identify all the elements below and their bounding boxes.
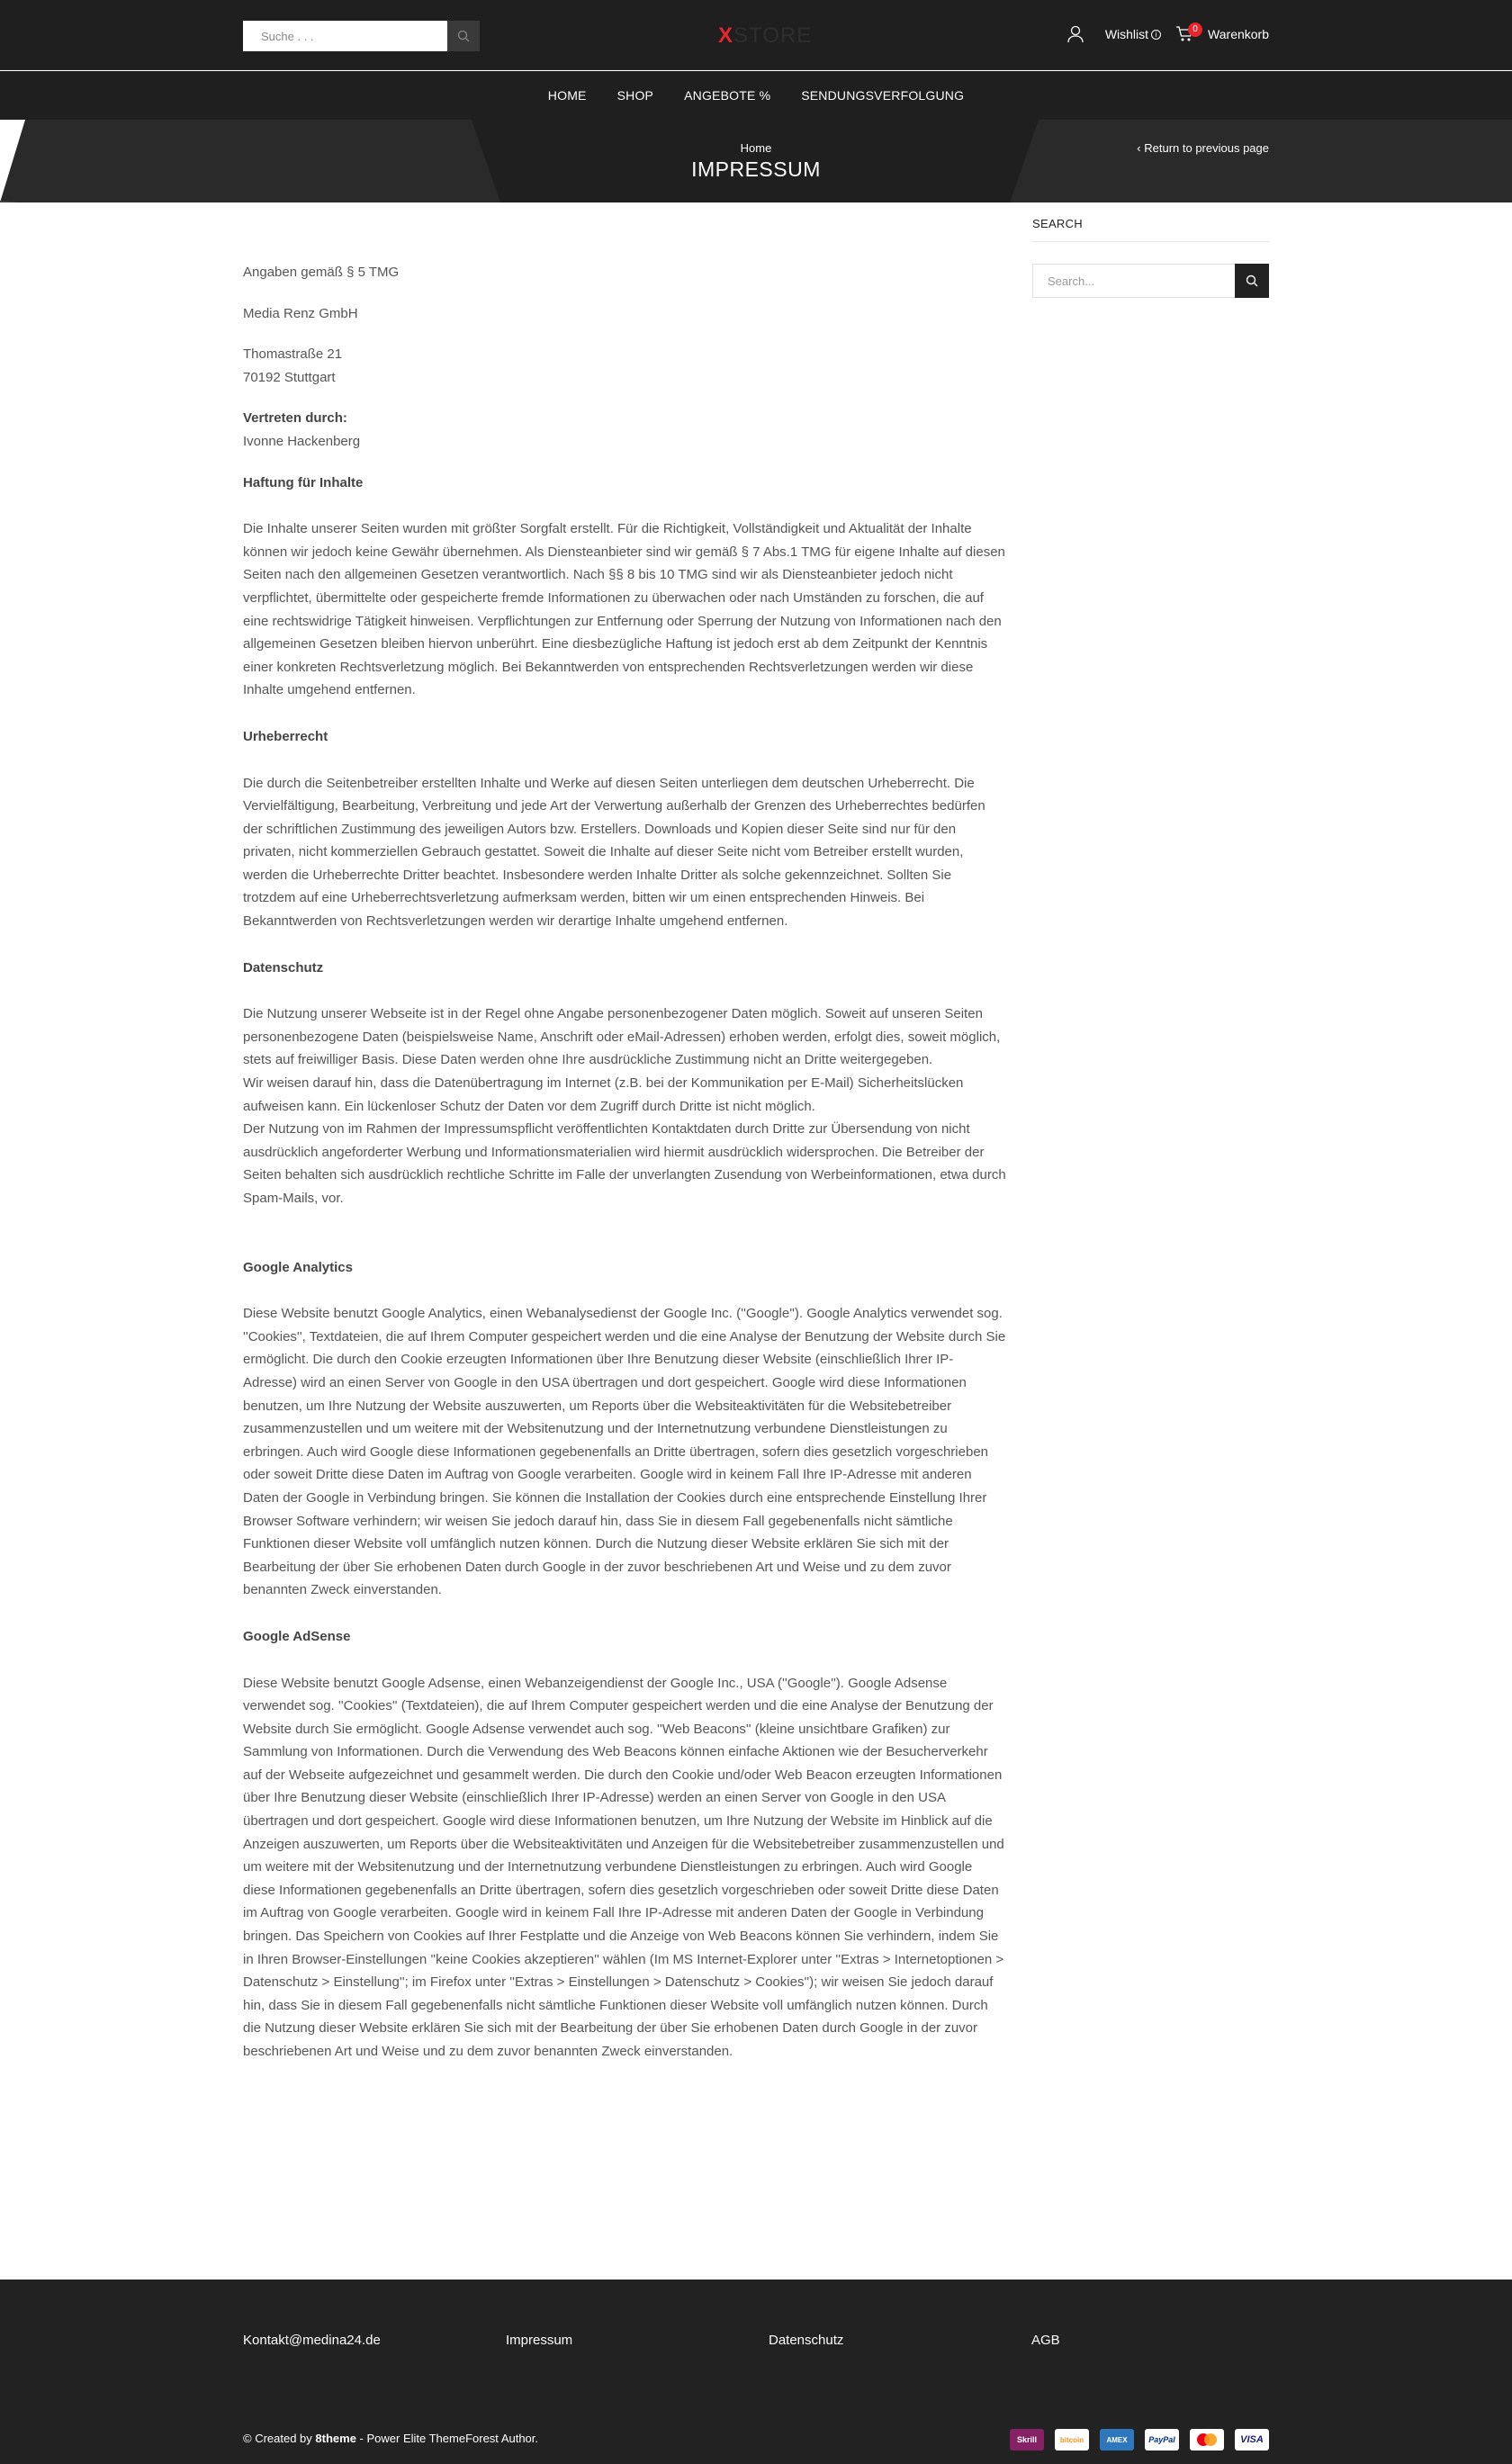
nav-item-angebote[interactable]: ANGEBOTE % bbox=[684, 88, 771, 103]
footer-link-impressum[interactable]: Impressum bbox=[506, 2333, 573, 2348]
account-link[interactable] bbox=[1067, 25, 1084, 43]
cart-count-badge: 0 bbox=[1188, 22, 1202, 37]
sidebar-search bbox=[1032, 264, 1269, 298]
footer-link-agb[interactable]: AGB bbox=[1031, 2333, 1060, 2348]
heading-urheberrecht: Urheberrecht bbox=[243, 728, 328, 744]
heading-haftung: Haftung für Inhalte bbox=[243, 474, 364, 490]
amex-label: AMEX bbox=[1106, 2435, 1128, 2444]
payment-methods bbox=[999, 2429, 1269, 2451]
google-adsense-text: Diese Website benutzt Google Adsense, einen Webanzeigendienst der Google Inc., USA (''Google''). Google Adsense verwendet sog. ''Cookies'' (Textdateien), die auf Ihrem Computer gespeichert werden und die eine Analyse der Benutzung der Website durch Sie ermöglicht. Google Adsense verwendet auch sog. ''Web Beacons'' (kleine unsichtbare Grafiken) zur Sammlung von Informationen. Durch die Verwendung des Web Beacons können einfache Aktionen wie der Besucherverkehr auf der Webseite aufgezeichnet und gesammelt werden. Die durch den Cookie und/oder Web Beacon erzeugten Informationen über Ihre Benutzung dieser Website (einschließlich Ihrer IP-Adresse) werden an einen Server von Google in den USA übertragen und dort gespeichert. Google wird diese Informationen benutzen, um Ihre Nutzung der Website im Hinblick auf die Anzeigen auszuwerten, um Reports über die Websiteaktivitäten und Anzeigen für die Websitebetreiber zusammenzustellen und um weitere mit der Websitenutzung und der Internetnutzung verbundene Dienstleistungen zu erbringen. Auch wird Google diese Informationen gegebenenfalls an Dritte übertragen, sofern dies gesetzlich vorgeschrieben oder soweit Dritte diese Daten im Auftrag von Google verarbeiten. Google wird in keinem Fall Ihre IP-Adresse mit anderen Daten der Google in Verbindung bringen. Das Speichern von Cookies auf Ihrer Festplatte und die Anzeige von Web Beacons können Sie verhindern, indem Sie in Ihren Browser-Einstellungen ''keine Cookies akzeptieren'' wählen (Im MS Internet-Explorer unter ''Extras > Internetoptionen > Datenschutz > Einstellung''; im Firefox unter ''Extras > Einstellungen > Datenschutz > Cookies''); wir weisen Sie jedoch darauf hin, dass Sie in diesem Fall gegebenenfalls nicht sämtliche Funktionen dieser Website voll umfänglich nutzen können. Durch die Nutzung dieser Website erklären Sie sich mit der Bearbeitung der über Sie erhobenen Daten durch Google in der zuvor beschriebenen Art und Weise und zu dem zuvor benannten Zweck einverstanden. bbox=[243, 1675, 1004, 2059]
logo-x: X bbox=[718, 23, 734, 48]
search-icon bbox=[1246, 274, 1258, 287]
breadcrumb-home[interactable]: Home bbox=[740, 141, 772, 155]
represented-name: Ivonne Hackenberg bbox=[243, 433, 361, 449]
breadcrumb[interactable] bbox=[0, 141, 1512, 155]
footer-link-contact-email[interactable]: Kontakt@medina24.de bbox=[243, 2333, 381, 2348]
return-previous-link[interactable] bbox=[1137, 141, 1269, 155]
search-icon bbox=[457, 30, 470, 42]
page-banner bbox=[0, 120, 1512, 202]
mastercard-circles bbox=[1195, 2433, 1219, 2447]
logo-text: STORE bbox=[734, 23, 813, 48]
represented-label: Vertreten durch: bbox=[243, 410, 347, 427]
info-icon: i bbox=[1151, 30, 1161, 40]
address-city: 70192 Stuttgart bbox=[243, 369, 336, 385]
google-analytics-text: Diese Website benutzt Google Analytics, einen Webanalysedienst der Google Inc. (''Google''). Google Analytics verwendet sog. ''Cookies'', Textdateien, die auf Ihrem Computer gespeichert werden und die eine Analyse der Benutzung der Website durch Sie ermöglicht. Die durch den Cookie erzeugten Informationen über Ihre Benutzung dieser Website (einschließlich Ihrer IP-Adresse) wird an einen Server von Google in den USA übertragen und dort gespeichert. Google wird diese Informationen benutzen, um Ihre Nutzung der Website auszuwerten, um Reports über die Websiteaktivitäten für die Websitebetreiber zusammenzustellen und um weitere mit der Websitenutzung und der Internetnutzung verbundene Dienstleistungen zu erbringen. Auch wird Google diese Informationen gegebenenfalls an Dritte übertragen, sofern dies gesetzlich vorgeschrieben oder soweit Dritte diese Daten im Auftrag von Google verarbeiten. Google wird in keinem Fall Ihre IP-Adresse mit anderen Daten der Google in Verbindung bringen. Sie können die Installation der Cookies durch eine entsprechende Einstellung Ihrer Browser Software verhindern; wir weisen Sie jedoch darauf hin, dass Sie in diesem Fall gegebenenfalls nicht sämtliche Funktionen dieser Website voll umfänglich nutzen können. Durch die Nutzung dieser Website erklären Sie sich mit der Bearbeitung der über Sie erhobenen Daten durch Google in der zuvor beschriebenen Art und Weise und zu dem zuvor benannten Zweck einverstanden. bbox=[243, 1306, 1006, 1598]
heading-google-adsense: Google AdSense bbox=[243, 1628, 351, 1644]
sidebar-search-title: SEARCH bbox=[1032, 217, 1269, 242]
site-footer bbox=[0, 2280, 1512, 2464]
bitcoin-label: bitcoin bbox=[1059, 2435, 1084, 2444]
main-navigation bbox=[0, 71, 1512, 120]
address-street: Thomastraße 21 bbox=[243, 346, 343, 363]
datenschutz-text-3: Der Nutzung von im Rahmen der Impressumspflicht veröffentlichten Kontaktdaten durch Dritte zur Übersendung von nicht ausdrücklich angeforderter Werbung und Informationsmaterialien wird hiermit ausdrücklich widersprochen. Die Betreiber der Seiten behalten sich ausdrücklich rechtliche Schritte im Falle der unverlangten Zusendung von Werbeinformationen, etwa durch Spam-Mails, vor. bbox=[243, 1121, 1006, 1206]
datenschutz-text-1: Die Nutzung unserer Webseite ist in der Regel ohne Angabe personenbezogener Daten möglich. Soweit auf unseren Seiten personenbezogene Daten (beispielsweise Name, Anschrift oder eMail-Adressen) erhoben werden, erfolgt dies, soweit möglich, stets auf freiwilliger Basis. Diese Daten werden ohne Ihre ausdrückliche Zustimmung nicht an Dritte weitergegeben. bbox=[243, 1006, 1001, 1068]
cart-label: Warenkorb bbox=[1208, 27, 1269, 41]
datenschutz-text-2: Wir weisen darauf hin, dass die Datenübertragung im Internet (z.B. bei der Kommunikation per E-Mail) Sicherheitslücken aufweisen kann. Ein lückenloser Schutz der Daten vor dem Zugriff durch Dritte ist nicht möglich. bbox=[243, 1075, 964, 1114]
haftung-text: Die Inhalte unserer Seiten wurden mit größter Sorgfalt erstellt. Für die Richtigkeit, Vollständigkeit und Aktualität der Inhalte können wir jedoch keine Gewähr übernehmen. Als Diensteanbieter sind wir gemäß § 7 Abs.1 TMG für eigene Inhalte auf diesen Seiten nach den allgemeinen Gesetzen verantwortlich. Nach §§ 8 bis 10 TMG sind wir als Diensteanbieter jedoch nicht verpflichtet, übermittelte oder gespeicherte fremde Informationen zu überwachen oder nach Umständen zu forschen, die auf eine rechtswidrige Tätigkeit hinweisen. Verpflichtungen zur Entfernung oder Sperrung der Nutzung von Informationen nach den allgemeinen Gesetzen bleiben hiervon unberührt. Eine diesbezügliche Haftung ist jedoch erst ab dem Zeitpunkt der Kenntnis einer konkreten Rechtsverletzung möglich. Bei Bekanntwerden von entsprechenden Rechtsverletzungen werden wir diese Inhalte umgehend entfernen. bbox=[243, 521, 1005, 698]
bitcoin-icon bbox=[1055, 2429, 1089, 2451]
visa-icon bbox=[1235, 2429, 1269, 2451]
nav-item-sendungsverfolgung[interactable]: SENDUNGSVERFOLGUNG bbox=[801, 88, 965, 103]
return-previous-label: Return to previous page bbox=[1144, 141, 1269, 155]
footer-links bbox=[243, 2333, 1269, 2348]
footer-link-datenschutz[interactable]: Datenschutz bbox=[769, 2333, 844, 2348]
page-title: IMPRESSUM bbox=[691, 157, 821, 181]
header-actions bbox=[1067, 25, 1269, 43]
user-icon bbox=[1067, 25, 1084, 43]
mastercard-icon bbox=[1190, 2429, 1224, 2451]
skrill-label: Skrill bbox=[1016, 2435, 1037, 2444]
wishlist-label: Wishlist bbox=[1104, 27, 1149, 41]
site-logo[interactable] bbox=[718, 23, 812, 49]
chevron-left-icon: ‹ bbox=[1137, 141, 1145, 155]
company-name: Media Renz GmbH bbox=[243, 305, 358, 321]
header-search bbox=[243, 21, 480, 51]
heading-google-analytics: Google Analytics bbox=[243, 1259, 353, 1275]
amex-icon bbox=[1100, 2429, 1134, 2451]
header-search-input[interactable] bbox=[243, 21, 447, 51]
copyright-created-by: © Created by bbox=[243, 2432, 312, 2445]
skrill-icon bbox=[1010, 2429, 1044, 2451]
wishlist-link[interactable] bbox=[1105, 27, 1161, 41]
copyright-author: - Power Elite ThemeForest Author. bbox=[356, 2432, 539, 2445]
header-search-button[interactable] bbox=[447, 21, 480, 51]
sidebar bbox=[1032, 202, 1269, 298]
urheberrecht-text: Die durch die Seitenbetreiber erstellten Inhalte und Werke auf diesen Seiten unterliegen dem deutschen Urheberrecht. Die Vervielfältigung, Bearbeitung, Verbreitung und jede Art der Verwertung außerhalb der Grenzen des Urheberrechtes bedürfen der schriftlichen Zustimmung des jeweiligen Autors bzw. Erstellers. Downloads und Kopien dieser Seite sind nur für den privaten, nicht kommerziellen Gebrauch gestattet. Soweit die Inhalte auf dieser Seite nicht vom Betreiber erstellt wurden, werden die Urheberrechte Dritter beachtet. Insbesondere werden Inhalte Dritter als solche gekennzeichnet. Sollten Sie trotzdem auf eine Urheberrechtsverletzung aufmerksam werden, bitten wir um einen entsprechenden Hinweis. Bei Bekanntwerden von Rechtsverletzungen werden wir derartige Inhalte umgehend entfernen. bbox=[243, 775, 986, 930]
paypal-label: PayPal bbox=[1148, 2435, 1175, 2444]
tmg-note: Angaben gemäß § 5 TMG bbox=[243, 265, 400, 280]
copyright-brand-link[interactable]: 8theme bbox=[315, 2432, 356, 2445]
paypal-icon bbox=[1145, 2429, 1179, 2451]
visa-label: VISA bbox=[1240, 2434, 1264, 2445]
sidebar-search-button[interactable] bbox=[1235, 264, 1269, 298]
top-header bbox=[0, 0, 1512, 70]
heading-datenschutz: Datenschutz bbox=[243, 959, 324, 976]
nav-item-shop[interactable]: SHOP bbox=[616, 88, 654, 103]
copyright bbox=[243, 2432, 538, 2445]
nav-item-home[interactable]: HOME bbox=[547, 88, 587, 103]
cart-link[interactable] bbox=[1175, 26, 1269, 42]
impressum-content bbox=[243, 261, 1006, 2064]
sidebar-search-input[interactable] bbox=[1032, 264, 1235, 298]
